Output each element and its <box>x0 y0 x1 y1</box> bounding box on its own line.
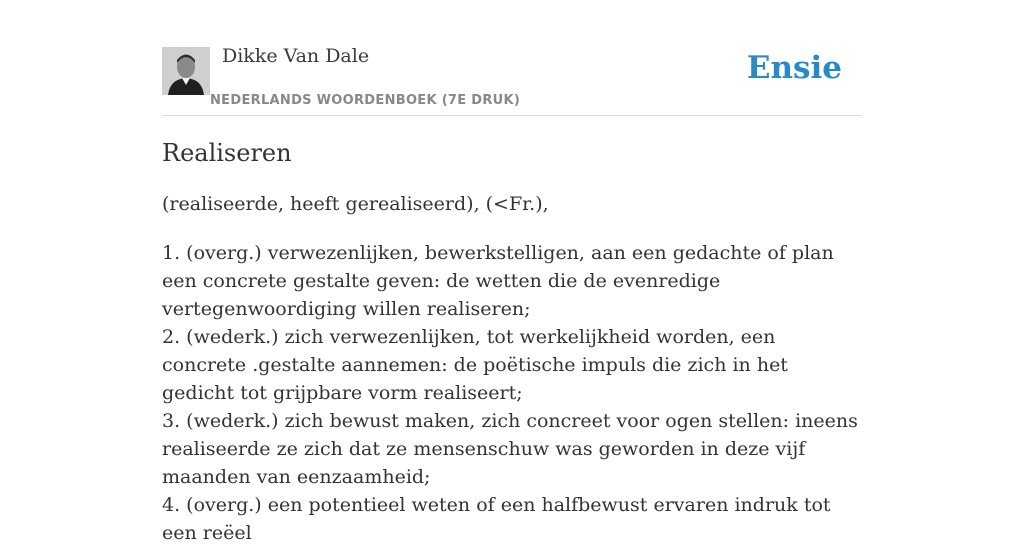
author-avatar[interactable] <box>162 47 210 95</box>
portrait-icon <box>162 47 210 95</box>
source-title[interactable]: NEDERLANDS WOORDENBOEK (7E DRUK) <box>210 93 521 108</box>
article-page <box>162 0 862 544</box>
ensie-logo[interactable]: Ensie <box>746 50 842 86</box>
site-header <box>162 0 862 116</box>
entry-title: Realiseren <box>162 139 292 167</box>
definition-item: 3. (wederk.) zich bewust maken, zich concreet voor ogen stellen: ineens realiseerde ze zich dat ze mensenschuw was geworden in deze vijf maanden van eenzaamheid; <box>162 410 858 488</box>
author-name[interactable]: Dikke Van Dale <box>222 45 370 67</box>
definition-item: 4. (overg.) een potentieel weten of een halfbewust ervaren indruk tot een reëel <box>162 494 831 544</box>
entry-grammar: (realiseerde, heeft gerealiseerd), (<Fr.), <box>162 193 549 215</box>
definition-list <box>162 239 862 547</box>
definition-item: 2. (wederk.) zich verwezenlijken, tot werkelijkheid worden, een concrete .gestalte aannemen: de poëtische impuls die zich in het gedicht tot grijpbare vorm realiseert; <box>162 326 788 404</box>
definition-item: 1. (overg.) verwezenlijken, bewerkstelligen, aan een gedachte of plan een concrete gestalte geven: de wetten die de evenredige vertegenwoordiging willen realiseren; <box>162 242 834 320</box>
